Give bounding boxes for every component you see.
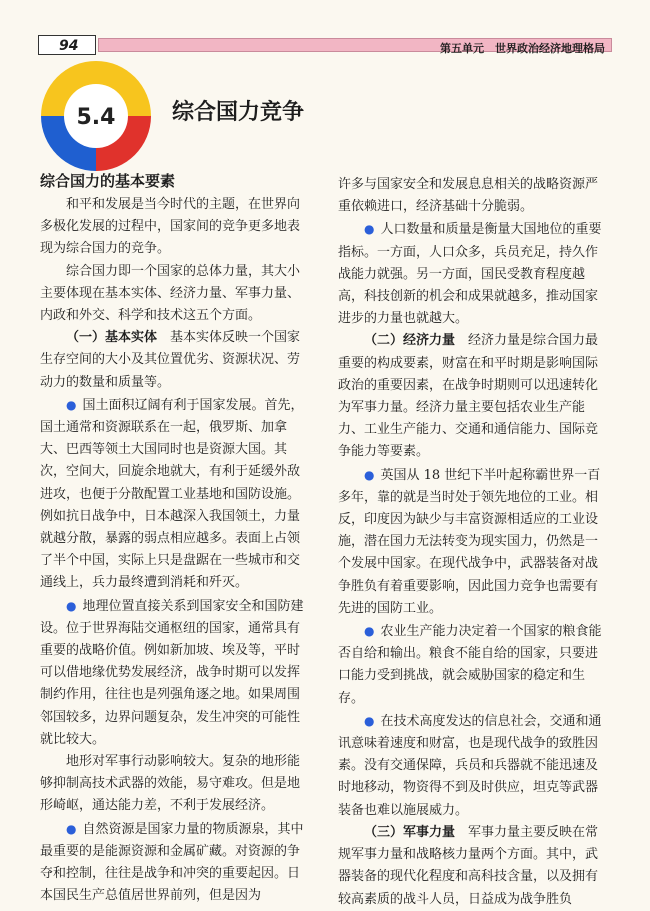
bullet-paragraph xyxy=(338,218,606,330)
bullet-text: 农业生产能力决定着一个国家的粮食能否自给和输出。粮食不能自给的国家，只要进口能力受到挑战，就会威胁国家的稳定和生存。 xyxy=(338,624,602,706)
paragraph-label: （二）经济力量 xyxy=(364,333,456,349)
section-title: 综合国力竞争 xyxy=(172,100,305,125)
page-number: 94 xyxy=(38,35,96,55)
bullet-dot-icon: ● xyxy=(364,222,375,237)
section-logo xyxy=(40,60,152,172)
left-column xyxy=(40,170,308,908)
bullet-dot-icon: ● xyxy=(66,397,77,412)
paragraph xyxy=(338,330,606,463)
paragraph: 地形对军事行动影响较大。复杂的地形能够抑制高技术武器的效能，易守难攻。但是地形崎岖，通达能力差，不利于发展经济。 xyxy=(40,754,301,814)
bullet-paragraph xyxy=(338,710,606,822)
bullet-text: 英国从 18 世纪下半叶起称霸世界一百多年，靠的就是当时处于领先地位的工业。相反，印度因为缺少与丰富资源相适应的工业设施，潜在国力无法转变为现实国力，仍然是一个发展中国家。在现代战争中，武器装备对战争胜负有着重要影响，因此国力竞争也需要有先进的国防工业。 xyxy=(338,467,601,616)
page-header xyxy=(38,35,612,55)
section-number: 5.4 xyxy=(76,105,116,130)
unit-title: 第五单元 世界政治经济地理格局 xyxy=(440,42,605,55)
bullet-text: 国土面积辽阔有利于国家发展。首先，国土通常和资源联系在一起，俄罗斯、加拿大、巴西等领土大国同时也是资源大国。其次，空间大，回旋余地就大，有利于延缓外敌进攻，也便于分散配置工业基地和国防设施。例如抗日战争中，日本越深入我国领土，力量就越分散，暴露的弱点相应越多。表面上占领了半个中国，实际上只是盘踞在一些城市和交通线上，兵力最终遭到消耗和歼灭。 xyxy=(40,397,304,591)
paragraph xyxy=(338,822,606,911)
bullet-paragraph xyxy=(40,595,308,751)
bullet-paragraph xyxy=(40,394,308,595)
right-column xyxy=(338,174,606,911)
subsection-heading: 综合国力的基本要素 xyxy=(40,172,176,190)
bullet-dot-icon: ● xyxy=(364,467,375,482)
paragraph: 和平和发展是当今时代的主题，在世界向多极化发展的过程中，国家间的竞争更多地表现为综合国力的竞争。 xyxy=(40,197,301,257)
bullet-text: 人口数量和质量是衡量大国地位的重要指标。一方面，人口众多，兵员充足，持久作战能力就强。另一方面，国民受教育程度越高，科技创新的机会和成果就越多，推动国家进步的力量也就越大。 xyxy=(338,222,602,327)
bullet-paragraph xyxy=(338,464,606,620)
header-band xyxy=(98,38,612,55)
bullet-text: 在技术高度发达的信息社会，交通和通讯意味着速度和财富，也是现代战争的致胜因素。没有交通保障，兵员和兵器就不能迅速及时地移动，物资得不到及时供应，坦克等武器装备也难以施展威力。 xyxy=(338,713,602,818)
paragraph-text: 基本实体反映一个国家生存空间的大小及其位置优劣、资源状况、劳动力的数量和质量等。 xyxy=(40,330,301,390)
bullet-text: 自然资源是国家力量的物质源泉，其中最重要的是能源资源和金属矿藏。对资源的争夺和控制，往往是战争和冲突的重要起因。日本国民生产总值居世界前列，但是因为 xyxy=(40,821,304,904)
paragraph-label: （一）基本实体 xyxy=(66,330,158,346)
bullet-text: 地理位置直接关系到国家安全和国防建设。位于世界海陆交通枢纽的国家，通常具有重要的战略价值。例如新加坡、埃及等，平时可以借地缘优势发展经济，战争时期可以发挥制约作用，往往也是列强角逐之地。如果周围邻国较多，边界问题复杂，发生冲突的可能性就比较大。 xyxy=(40,598,304,747)
bullet-dot-icon: ● xyxy=(364,624,375,639)
paragraph: 综合国力即一个国家的总体力量，其大小主要体现在基本实体、经济力量、军事力量、内政和外交、科学和技术这五个方面。 xyxy=(40,263,301,324)
paragraph-label: （三）军事力量 xyxy=(364,824,456,840)
paragraph xyxy=(40,327,308,394)
bullet-paragraph xyxy=(40,818,308,908)
paragraph-text: 军事力量主要反映在常规军事力量和战略核力量两个方面。其中，武器装备的现代化程度和高科技含量，以及拥有较高素质的战斗人员，日益成为战争胜负 xyxy=(338,824,599,907)
bullet-dot-icon: ● xyxy=(66,598,77,613)
bullet-dot-icon: ● xyxy=(66,821,77,836)
bullet-paragraph xyxy=(338,620,606,710)
paragraph: 许多与国家安全和发展息息相关的战略资源严重依赖进口，经济基础十分脆弱。 xyxy=(338,177,599,215)
bullet-dot-icon: ● xyxy=(364,713,375,728)
paragraph-text: 经济力量是综合国力最重要的构成要素，财富在和平时期是影响国际政治的重要因素，在战争时期则可以迅速转化为军事力量。经济力量主要包括农业生产能力、工业生产能力、交通和通信能力、国际竞争能力等要素。 xyxy=(338,333,599,460)
